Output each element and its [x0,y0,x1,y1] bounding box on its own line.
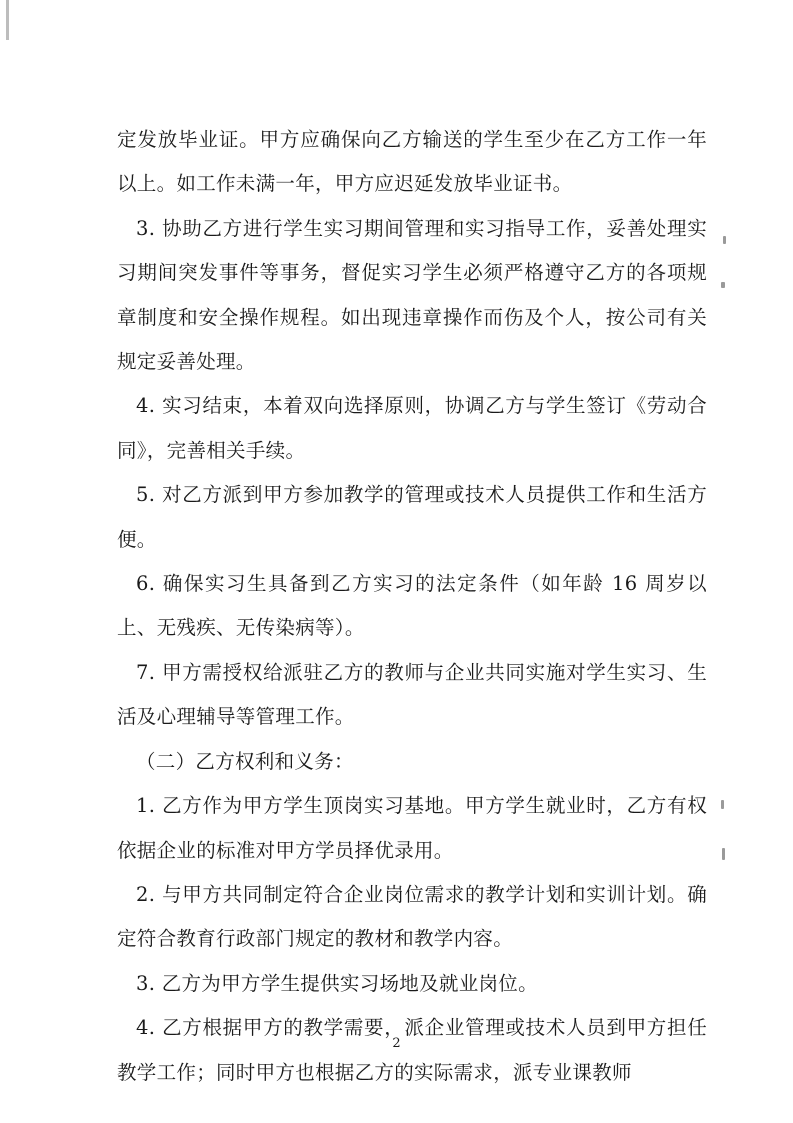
paragraph-party-b-item-3: 3. 乙方为甲方学生提供实习场地及就业岗位。 [136,971,538,995]
scan-edge-mark [6,0,9,40]
paragraph-party-b-item-4: 4. 乙方根据甲方的教学需要，派企业管理或技术人员到甲方担任教学工作；同时甲方也根据乙方的实际需求，派专业课教师 [117,1016,707,1084]
scan-speck [721,282,725,288]
paragraph-party-a-item-5: 5. 对乙方派到甲方参加教学的管理或技术人员提供工作和生活方便。 [117,483,707,551]
paragraph-party-b-item-1: 1. 乙方作为甲方学生顶岗实习基地。甲方学生就业时，乙方有权依据企业的标准对甲方学员择优录用。 [117,794,707,862]
paragraph-continuation: 定发放毕业证。甲方应确保向乙方输送的学生至少在乙方工作一年以上。如工作未满一年，甲方应迟延发放毕业证书。 [117,128,707,196]
paragraph-party-a-item-4: 4. 实习结束，本着双向选择原则，协调乙方与学生签订《劳动合同》，完善相关手续。 [117,394,707,462]
scan-speck [722,848,725,860]
paragraph-party-a-item-7: 7. 甲方需授权给派驻乙方的教师与企业共同实施对学生实习、生活及心理辅导等管理工作。 [117,660,707,729]
paragraph-party-a-item-6: 6. 确保实习生具备到乙方实习的法定条件（如年龄 16 周岁以上、无残疾、无传染病等）。 [117,572,707,640]
page-number: 2 [392,1036,401,1051]
scan-speck [723,236,726,244]
scan-speck [721,800,724,809]
document-body [117,118,707,1095]
section-heading-party-b: （二）乙方权利和义务： [136,749,354,773]
paragraph-party-b-item-2: 2. 与甲方共同制定符合企业岗位需求的教学计划和实训计划。确定符合教育行政部门规定的教材和教学内容。 [117,882,707,951]
paragraph-party-a-item-3: 3. 协助乙方进行学生实习期间管理和实习指导工作，妥善处理实习期间突发事件等事务，督促实习学生必须严格遵守乙方的各项规章制度和安全操作规程。如出现违章操作而伤及个人，按公司有关规定妥善处理。 [117,216,707,374]
